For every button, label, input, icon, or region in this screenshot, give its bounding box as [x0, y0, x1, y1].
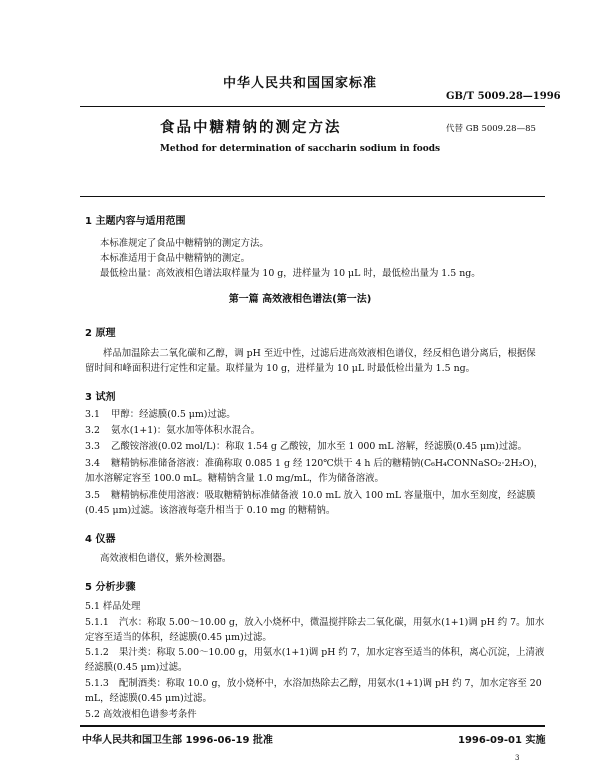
section-1-heading: 1 主题内容与适用范围 [85, 216, 186, 227]
item-text: 甲醇：经滤膜(0.5 μm)过滤。 [111, 409, 236, 420]
header-rule [80, 106, 545, 107]
item-text: 氨水(1+1)：氨水加等体积水混合。 [111, 425, 260, 436]
item-text: 配制酒类：称取 10.0 g，放小烧杯中，水浴加热除去乙醇，用氨水(1+1)调 pH 约 7，加水定容至 20 mL，经滤膜(0.45 μm)过滤。 [85, 678, 542, 704]
item-number: 5.1.3 [85, 678, 109, 689]
english-title: Method for determination of saccharin sodium in foods [159, 144, 441, 154]
subsection-heading: 5.2 高效液相色谱参考条件 [85, 709, 197, 720]
procedure-item [85, 645, 545, 675]
reagent-item [85, 407, 545, 422]
item-text: 汽水：称取 5.00～10.00 g，放入小烧杯中，微温搅拌除去二氧化碳，用氨水(1+1)调 pH 约 7。加水定容至适当的体积，经滤膜(0.45 μm)过滤。 [85, 617, 545, 643]
reagent-item [85, 488, 545, 518]
item-number: 3.2 [85, 425, 100, 436]
item-number: 3.1 [85, 409, 100, 420]
procedure-item [85, 676, 545, 706]
section-2-text: 样品加温除去二氧化碳和乙醇，调 pH 至近中性，过滤后进高效液相色谱仪，经反相色谱分离后，根据保留时间和峰面积进行定性和定量。取样量为 10 g，进样量为 10 μL 时最低检出量为 1.5 ng。 [85, 348, 536, 374]
authority-title: 中华人民共和国国家标准 [222, 76, 377, 91]
item-text: 糖精钠标准储备溶液：准确称取 0.085 1 g 经 120℃烘干 4 h 后的糖精钠(C₆H₄CONNaSO₂·2H₂O)，加水溶解定容至 100.0 mL。糖精钠含量 1.0 mg/mL，作为储备溶液。 [85, 458, 544, 484]
title-rule [80, 196, 545, 197]
item-text: 糖精钠标准使用溶液：吸取糖精钠标准储备液 10.0 mL 放入 100 mL 容量瓶中，加水至刻度，经滤膜(0.45 μm)过滤。该溶液每毫升相当于 0.10 mg 的糖精钠。 [85, 490, 536, 516]
subsection-heading: 5.1 样品处理 [85, 601, 141, 612]
page-number: 3 [515, 754, 520, 762]
item-text: 乙酸铵溶液(0.02 mol/L)：称取 1.54 g 乙酸铵，加水至 1 000 mL 溶解，经滤膜(0.45 μm)过滤。 [111, 441, 527, 452]
approval-date: 中华人民共和国卫生部 1996-06-19 批准 [82, 735, 273, 746]
reagent-item [85, 439, 545, 454]
replaces-standard: 代替 GB 5009.28—85 [446, 124, 536, 134]
section-2-heading: 2 原理 [85, 328, 116, 339]
procedure-item [85, 615, 545, 645]
section-4-text: 高效液相色谱仪，紫外检测器。 [100, 553, 232, 564]
item-number: 3.5 [85, 490, 100, 501]
document-title: 食品中糖精钠的测定方法 [160, 120, 342, 136]
item-number: 3.3 [85, 441, 100, 452]
section-1-text: 最低检出量：高效液相色谱法取样量为 10 g，进样量为 10 μL 时，最低检出量为 1.5 ng。 [100, 268, 481, 279]
section-1-text: 本标准适用于食品中糖精钠的测定。 [100, 253, 251, 264]
implementation-date: 1996-09-01 实施 [458, 735, 546, 746]
footer-rule [80, 725, 545, 727]
section-5-heading: 5 分析步骤 [85, 582, 136, 593]
item-text: 果汁类：称取 5.00～10.00 g，用氨水(1+1)调 pH 约 7，加水定容至适当的体积，离心沉淀，上清液经滤膜(0.45 μm)过滤。 [85, 647, 545, 673]
section-3-heading: 3 试剂 [85, 392, 116, 403]
item-number: 3.4 [85, 458, 100, 469]
item-number: 5.1.1 [85, 617, 109, 628]
item-number: 5.1.2 [85, 647, 109, 658]
standard-code: GB/T 5009.28—1996 [446, 91, 561, 102]
section-4-heading: 4 仪器 [85, 534, 116, 545]
section-1-text: 本标准规定了食品中糖精钠的测定方法。 [100, 238, 269, 249]
reagent-item [85, 423, 545, 438]
part-heading: 第一篇 高效液相色谱法(第一法) [228, 294, 372, 305]
reagent-item [85, 456, 545, 486]
